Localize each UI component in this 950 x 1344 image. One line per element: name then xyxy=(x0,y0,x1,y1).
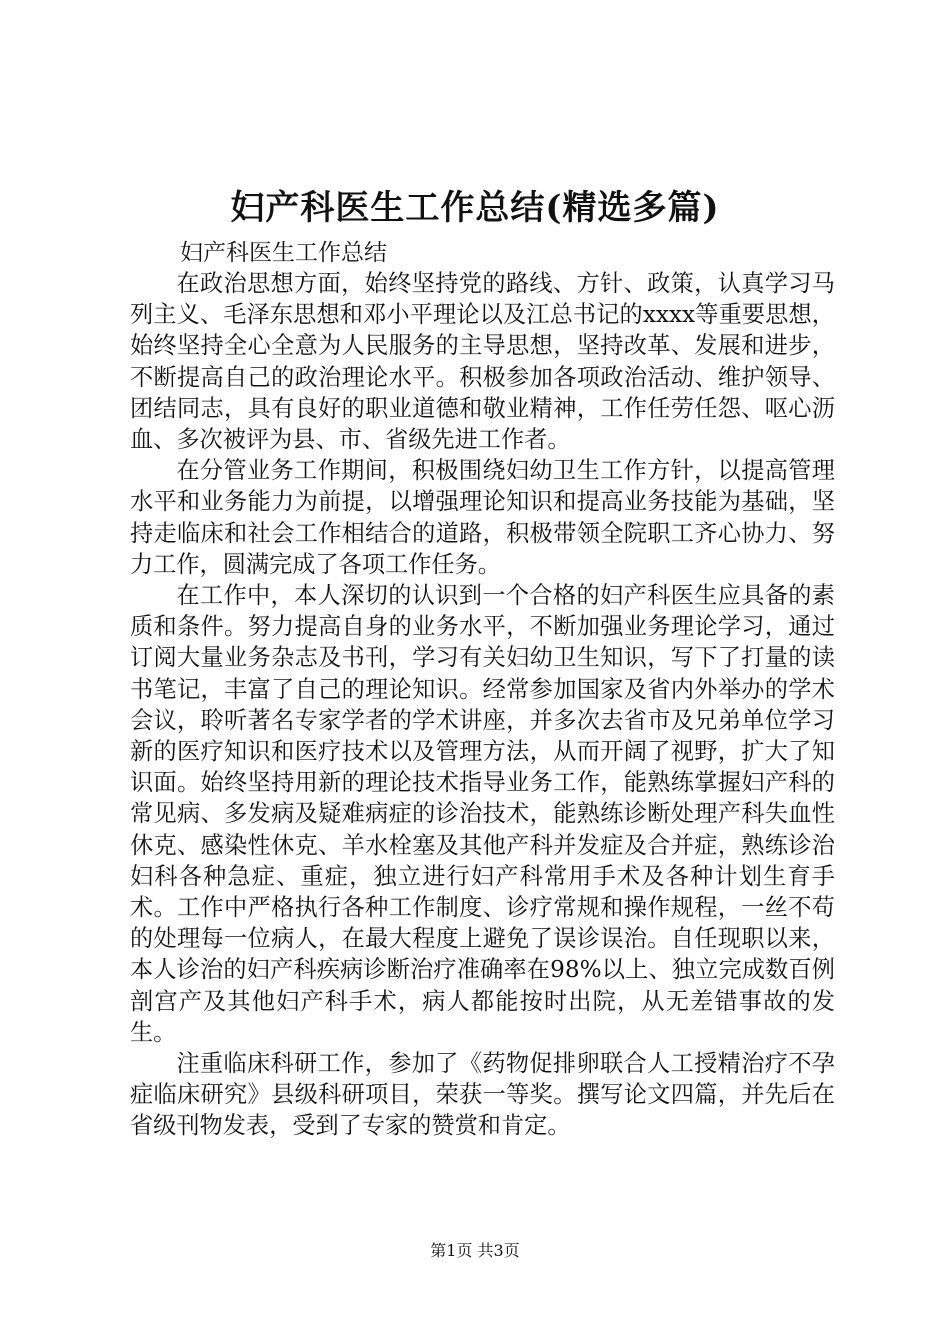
document-title: 妇产科医生工作总结(精选多篇) xyxy=(230,188,720,228)
document-body xyxy=(130,268,835,1142)
page-number-footer: 第1页 共3页 xyxy=(430,1241,520,1260)
document-subtitle: 妇产科医生工作总结 xyxy=(180,240,387,266)
paragraph-management: 在分管业务工作期间，积极围绕妇幼卫生工作方针，以提高管理水平和业务能力为前提，以增强理论知识和提高业务技能为基础，坚持走临床和社会工作相结合的道路，积极带领全院职工齐心协力、努力工作，圆满完成了各项工作任务。 xyxy=(130,457,835,578)
paragraph-research: 注重临床科研工作，参加了《药物促排卵联合人工授精治疗不孕症临床研究》县级科研项目，荣获一等奖。撰写论文四篇，并先后在省级刊物发表，受到了专家的赞赏和肯定。 xyxy=(130,1050,835,1140)
paragraph-clinical-work: 在工作中，本人深切的认识到一个合格的妇产科医生应具备的素质和条件。努力提高自身的业务水平，不断加强业务理论学习，通过订阅大量业务杂志及书刊，学习有关妇幼卫生知识，写下了打量的读书笔记，丰富了自己的理论知识。经常参加国家及省内外举办的学术会议，聆听著名专家学者的学术讲座，并多次去省市及兄弟单位学习新的医疗知识和医疗技术以及管理方法，从而开阔了视野，扩大了知识面。始终坚持用新的理论技术指导业务工作，能熟练掌握妇产科的常见病、多发病及疑难病症的诊治技术，能熟练诊断处理产科失血性休克、感染性休克、羊水栓塞及其他产科并发症及合并症，熟练诊治妇科各种急症、重症，独立进行妇产科常用手术及各种计划生育手术。工作中严格执行各种工作制度、诊疗常规和操作规程，一丝不苟的处理每一位病人，在最大程度上避免了误诊误治。自任现职以来，本人诊治的妇产科疾病诊断治疗准确率在98%以上、独立完成数百例剖宫产及其他妇产科手术，病人都能按时出院，从无差错事故的发生。 xyxy=(130,582,835,1046)
paragraph-political: 在政治思想方面，始终坚持党的路线、方针、政策，认真学习马列主义、毛泽东思想和邓小平理论以及江总书记的xxxx等重要思想，始终坚持全心全意为人民服务的主导思想，坚持改革、发展和进步，不断提高自己的政治理论水平。积极参加各项政治活动、维护领导、团结同志，具有良好的职业道德和敬业精神，工作任劳任怨、呕心沥血、多次被评为县、市、省级先进工作者。 xyxy=(130,270,835,454)
